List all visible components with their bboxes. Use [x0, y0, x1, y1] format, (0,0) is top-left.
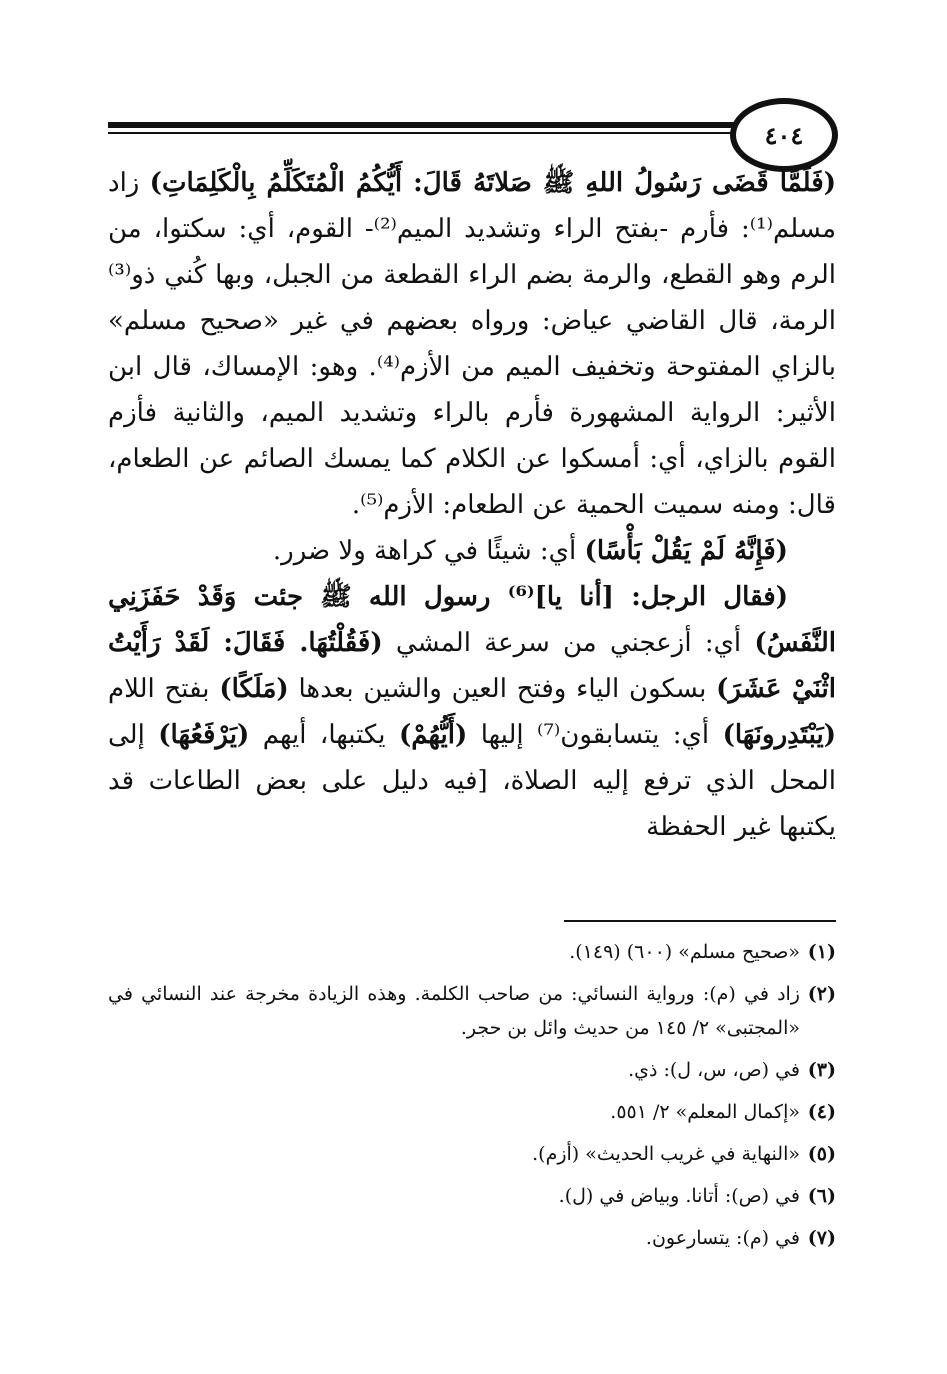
footnote-item	[108, 1179, 836, 1213]
quoted-hadith: (فقال الرجل: [أنا يا]⁽⁶⁾ رسول الله ﷺ جئت وَقَدْ حَفَزَنِي النَّفَسُ)	[108, 582, 836, 658]
page-number: ٤٠٤	[730, 98, 838, 172]
footnote-item	[108, 1221, 836, 1255]
footnote-item	[108, 1053, 836, 1087]
footnote-text: «النهاية في غريب الحديث» (أزم).	[532, 1143, 800, 1165]
commentary: أي: يتسابقون⁽⁷⁾ إليها	[467, 720, 723, 750]
paragraph-1	[108, 160, 836, 528]
header-rule-thick	[108, 122, 748, 128]
footnote-text: زاد في (م): ورواية النسائي: من صاحب الكلمة. وهذه الزيادة مخرجة عند النسائي في «المجتبى» ٢/ ١٤٥ من حديث وائل بن حجر.	[108, 983, 800, 1039]
footnote-number: (٥)	[807, 1143, 836, 1165]
commentary: أي: أزعجني من سرعة المشي	[382, 628, 755, 658]
footnote-item	[108, 1095, 836, 1129]
commentary: زاد مسلم⁽¹⁾: فأرم -بفتح الراء وتشديد الميم⁽²⁾- القوم، أي: سكتوا، من الرم وهو القطع، والرمة بضم الراء القطعة من الجبل، وبها كُني ذو⁽³⁾ الرمة، قال القاضي عياض: ورواه بعضهم في غير «صحيح مسلم» بالزاي المفتوحة وتخفيف الميم من الأزم⁽⁴⁾. وهو: الإمساك، قال ابن الأثير: الرواية المشهورة فأرم بالراء وتشديد الميم، والثانية فأزم القوم بالزاي، أي: أمسكوا عن الكلام كما يمسك الصائم عن الطعام، قال: ومنه سميت الحمية عن الطعام: الأزم⁽⁵⁾.	[108, 168, 836, 520]
footnote-item	[108, 977, 836, 1045]
commentary: إلى المحل الذي ترفع إليه الصلاة، [فيه دليل على بعض الطاعات قد يكتبها غير الحفظة	[108, 720, 836, 842]
commentary: بسكون الياء وفتح العين والشين بعدها	[288, 674, 717, 704]
paragraph-3	[108, 574, 836, 850]
footnotes	[108, 935, 836, 1263]
footnote-number: (٣)	[807, 1059, 836, 1081]
commentary: بفتح اللام	[108, 674, 220, 704]
footnote-text: في (ص، س، ل): ذي.	[628, 1059, 800, 1081]
quoted-word: (يَرْفَعُهَا)	[158, 720, 250, 750]
paragraph-2	[108, 528, 836, 574]
quoted-hadith: (فَلَمَّا قَضَى رَسُولُ اللهِ ﷺ صَلاتَهُ قَالَ: أَيُّكُمُ الْمُتَكَلِّمُ بِالْكَلِمَاتِ)	[149, 168, 837, 198]
footnote-number: (٧)	[807, 1227, 836, 1249]
footnote-number: (١)	[807, 941, 836, 963]
header-rule-thin	[108, 132, 748, 134]
footnote-separator	[564, 920, 836, 922]
footnote-number: (٤)	[807, 1101, 836, 1123]
footnote-item	[108, 1137, 836, 1171]
commentary: يكتبها، أيهم	[249, 720, 399, 750]
quoted-hadith: (فَقُلْتُهَا. فَقَالَ: لَقَدْ رَأَيْتُ اثْنَيْ عَشَرَ)	[108, 628, 836, 704]
quoted-word: (مَلَكًا)	[219, 674, 289, 704]
quoted-word: (يَبْتَدِرونَهَا)	[722, 720, 836, 750]
footnote-text: في (ص): أتانا. وبياض في (ل).	[558, 1185, 800, 1207]
main-text	[108, 160, 836, 850]
footnote-text: «إكمال المعلم» ٢/ ٥٥١.	[610, 1101, 800, 1123]
footnote-text: «صحيح مسلم» (٦٠٠) (١٤٩).	[569, 941, 800, 963]
footnote-number: (٢)	[807, 983, 836, 1005]
footnote-number: (٦)	[807, 1185, 836, 1207]
quoted-word: (أَيُّهُمْ)	[398, 720, 468, 750]
footnote-item	[108, 935, 836, 969]
quoted-hadith: (فَإِنَّهُ لَمْ يَقُلْ بَأْسًا)	[584, 536, 788, 566]
commentary: أي: شيئًا في كراهة ولا ضرر.	[272, 536, 585, 566]
footnote-text: في (م): يتسارعون.	[645, 1227, 800, 1249]
